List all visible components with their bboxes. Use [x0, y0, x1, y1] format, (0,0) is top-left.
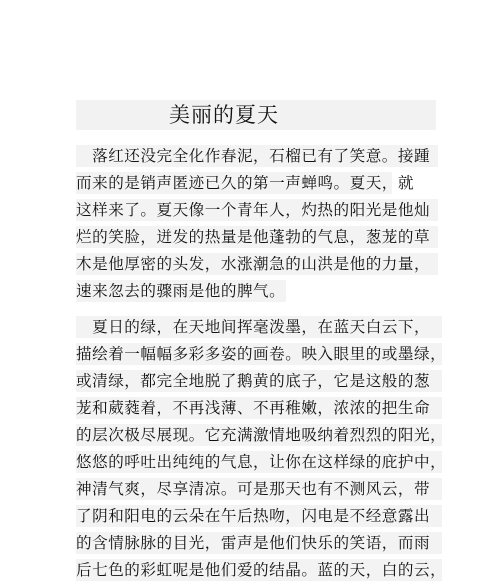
- paragraph-2-line-7: 神清气爽，尽享清凉。可是那天也有不测风云，带: [76, 478, 442, 500]
- paragraph-1-line-2: 而来的是销声匿迹已久的第一声蝉鸣。夏天，就: [76, 174, 414, 192]
- paragraph-1-line-1: 落红还没完全化作春泥，石榴已有了笑意。接踵: [76, 145, 438, 167]
- paragraph-2-line-5: 的层次极尽展现。它充满激情地吸纳着烈烈的阳光，: [76, 426, 447, 444]
- paragraph-2-line-1: 夏日的绿，在天地间挥毫泼墨，在蓝天白云下，: [76, 316, 442, 338]
- document-title: 美丽的夏天: [76, 100, 436, 130]
- paragraph-2-line-10: 后七色的彩虹呢是他们爱的结晶。蓝的天，白的云，: [76, 561, 447, 579]
- paragraph-2-line-4: 茏和葳蕤着，不再浅薄、不再稚嫩，浓浓的把生命: [76, 397, 442, 419]
- paragraph-2-line-9: 的含情脉脉的目光，雷声是他们快乐的笑语，而雨: [76, 532, 442, 554]
- paragraph-1-line-4: 烂的笑脸，迸发的热量是他蓬勃的气息，葱茏的草: [76, 226, 438, 248]
- paragraph-1-line-5: 木是他厚密的头发，水涨潮急的山洪是他的力量，: [76, 253, 438, 275]
- paragraph-1-line-6: 速来忽去的骤雨是他的脾气。: [76, 282, 286, 300]
- paragraph-2-line-2: 描绘着一幅幅多彩多姿的画卷。映入眼里的或墨绿，: [76, 345, 447, 363]
- paragraph-2-line-6: 悠悠的呼吐出纯纯的气息，让你在这样绿的庇护中，: [76, 453, 447, 471]
- paragraph-2-line-8: 了阴和阳电的云朵在午后热吻，闪电是不经意露出: [76, 505, 442, 527]
- paragraph-1-line-3: 这样来了。夏天像一个青年人，灼热的阳光是他灿: [76, 199, 438, 221]
- paragraph-2-line-3: 或清绿，都完全地脱了鹅黄的底子，它是这般的葱: [76, 370, 442, 392]
